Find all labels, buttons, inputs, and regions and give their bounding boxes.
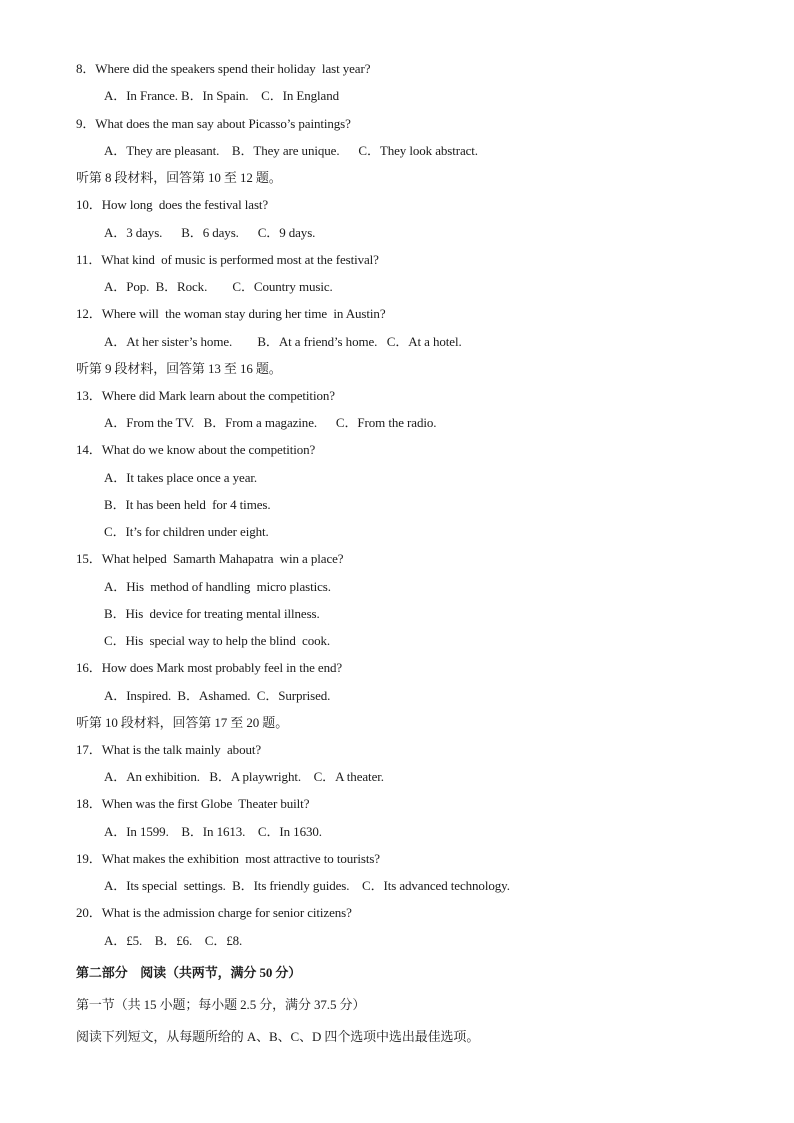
question-20: 20．What is the admission charge for senior citizens? xyxy=(76,905,352,920)
question-8: 8．Where did the speakers spend their holiday last year? xyxy=(76,61,371,76)
question-14: 14．What do we know about the competition? xyxy=(76,442,316,457)
question-15: 15．What helped Samarth Mahapatra win a place? xyxy=(76,551,344,566)
part-two-heading: 第二部分 阅读（共两节，满分 50 分） xyxy=(76,965,302,980)
section-heading-material-8: 听第 8 段材料，回答第 10 至 12 题。 xyxy=(76,170,282,185)
option-15-a: A．His method of handling micro plastics. xyxy=(104,579,331,594)
question-10: 10．How long does the festival last? xyxy=(76,197,269,212)
option-14-c: C．It’s for children under eight. xyxy=(104,524,269,539)
section-one-heading: 第一节（共 15 小题；每小题 2.5 分，满分 37.5 分） xyxy=(76,997,366,1012)
option-14-b: B．It has been held for 4 times. xyxy=(104,497,271,512)
section-heading-material-9: 听第 9 段材料，回答第 13 至 16 题。 xyxy=(76,361,282,376)
options-19: A．Its special settings. B．Its friendly guides. C．Its advanced technology. xyxy=(104,878,510,893)
option-15-c: C．His special way to help the blind cook. xyxy=(104,633,331,648)
options-9: A．They are pleasant. B．They are unique. C．They look abstract. xyxy=(104,143,478,158)
question-12: 12．Where will the woman stay during her time in Austin? xyxy=(76,306,386,321)
options-20: A．£5. B．£6. C．£8. xyxy=(104,933,243,948)
section-heading-material-10: 听第 10 段材料，回答第 17 至 20 题。 xyxy=(76,715,289,730)
options-13: A．From the TV. B．From a magazine. C．From the radio. xyxy=(104,415,437,430)
reading-instructions: 阅读下列短文，从每题所给的 A、B、C、D 四个选项中选出最佳选项。 xyxy=(76,1029,480,1044)
options-16: A．Inspired. B．Ashamed. C．Surprised. xyxy=(104,688,331,703)
question-11: 11．What kind of music is performed most at the festival? xyxy=(76,252,379,267)
options-11: A．Pop. B．Rock. C．Country music. xyxy=(104,279,333,294)
question-19: 19．What makes the exhibition most attractive to tourists? xyxy=(76,851,380,866)
options-8: A．In France. B．In Spain. C．In England xyxy=(104,88,340,103)
question-18: 18．When was the first Globe Theater built? xyxy=(76,796,310,811)
options-18: A．In 1599. B．In 1613. C．In 1630. xyxy=(104,824,322,839)
option-15-b: B．His device for treating mental illness. xyxy=(104,606,320,621)
option-14-a: A．It takes place once a year. xyxy=(104,470,258,485)
question-13: 13．Where did Mark learn about the competition? xyxy=(76,388,335,403)
options-12: A．At her sister’s home. B．At a friend’s home. C．At a hotel. xyxy=(104,334,462,349)
options-10: A．3 days. B．6 days. C．9 days. xyxy=(104,225,316,240)
question-9: 9．What does the man say about Picasso’s paintings? xyxy=(76,116,351,131)
options-17: A．An exhibition. B．A playwright. C．A theater. xyxy=(104,769,384,784)
question-17: 17．What is the talk mainly about? xyxy=(76,742,262,757)
question-16: 16．How does Mark most probably feel in the end? xyxy=(76,660,343,675)
